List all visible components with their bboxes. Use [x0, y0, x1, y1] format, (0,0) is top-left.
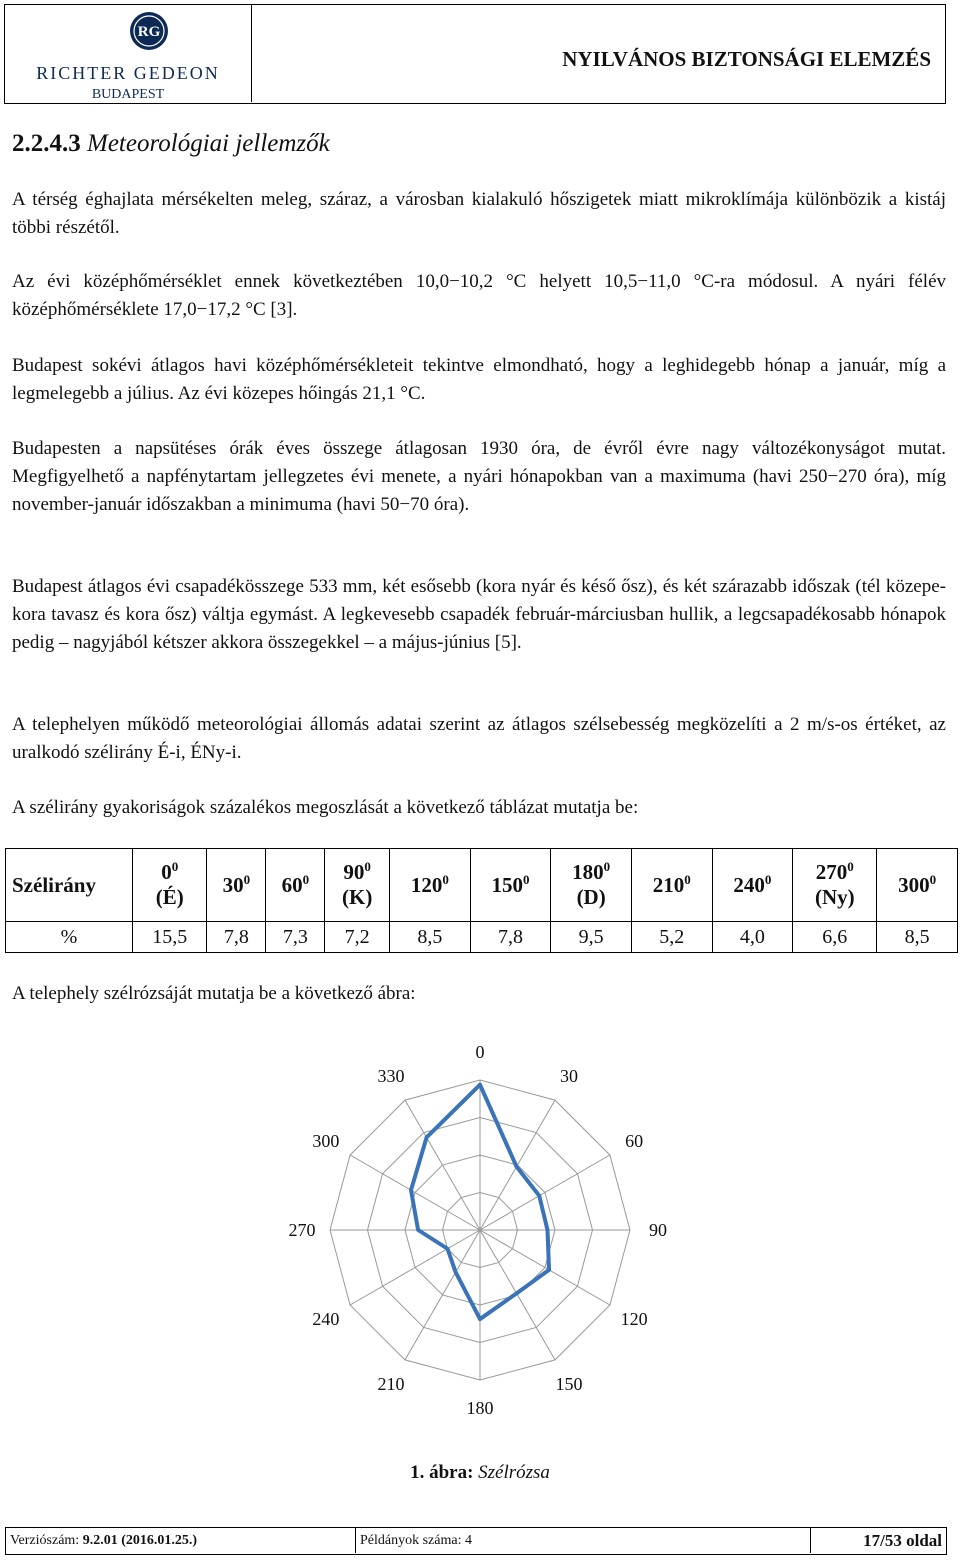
table-header-row: [6, 849, 958, 922]
footer-version-value: 9.2.01 (2016.01.25.): [82, 1533, 198, 1548]
footer-page-number: 17/53 oldal: [863, 1531, 942, 1550]
direction-name: (K): [342, 885, 373, 909]
direction-degree: 210: [652, 872, 685, 897]
degree-superscript: 0: [442, 871, 449, 887]
footer-copies-value: 4: [464, 1533, 472, 1548]
table-value-cell: 7,8: [470, 922, 551, 953]
table-value-cell: 7,8: [207, 922, 266, 953]
direction-degree: 30: [222, 872, 244, 897]
chart-intro: A telephely szélrózsáját mutatja be a következő ábra:: [12, 983, 416, 1004]
axis-label: 0: [475, 1042, 485, 1062]
company-logo-block: [5, 5, 252, 102]
paragraph-monthly: Budapest sokévi átlagos havi középhőmérsékleteit tekintve elmondható, hogy a leghidegebb hónap a január, míg a legmelegebb a július. Az évi közepes hőingás 21,1 °C.: [12, 355, 946, 404]
table-row-label: Szélirány: [6, 849, 133, 922]
degree-superscript: 0: [364, 859, 371, 874]
page-header: [4, 4, 946, 104]
axis-label: 90: [649, 1220, 667, 1240]
paragraph-wind: A telephelyen működő meteorológiai állomás adatai szerint az átlagos szélsebesség megközelíti a 2 m/s-os értéket, az uralkodó szélirány É-i, ÉNy-i.: [12, 714, 946, 763]
direction-degree: 90: [343, 860, 365, 884]
direction-degree: 240: [733, 872, 765, 897]
logo-letters: RG: [137, 24, 161, 40]
data-point: [480, 1084, 481, 1085]
section-title: Meteorológiai jellemzők: [87, 130, 330, 157]
grid-spoke: [350, 1230, 480, 1305]
table-header-cell: [325, 849, 390, 922]
table-header-cell: [390, 849, 471, 922]
data-point: [516, 1166, 517, 1167]
direction-degree: 180: [572, 860, 604, 884]
table-value-cell: 6,6: [793, 922, 877, 953]
data-point: [547, 1230, 548, 1231]
degree-superscript: 0: [523, 871, 530, 887]
degree-superscript: 0: [243, 871, 251, 887]
table-header-cell: [551, 849, 632, 922]
direction-name: (D): [576, 885, 606, 909]
axis-label: 30: [560, 1065, 578, 1086]
section-number: 2.2.4.3: [12, 130, 81, 157]
direction-degree: 120: [410, 872, 443, 897]
table-header-cell: [133, 849, 207, 922]
figure-caption-label: 1. ábra:: [410, 1462, 474, 1483]
direction-name: (Ny): [814, 885, 855, 909]
document-title: NYILVÁNOS BIZTONSÁGI ELEMZÉS: [562, 47, 931, 71]
axis-label: 120: [620, 1309, 648, 1329]
footer-version-label: Verziószám:: [10, 1533, 80, 1548]
table-value-cell: 8,5: [877, 922, 958, 953]
footer-copies: [356, 1528, 811, 1553]
degree-superscript: 0: [684, 871, 691, 887]
data-point: [455, 1272, 456, 1273]
table-value-cell: 4,0: [712, 922, 793, 953]
table-value-label: %: [6, 922, 133, 953]
data-point: [426, 1137, 427, 1138]
figure-caption: [0, 1462, 960, 1484]
section-heading: [12, 130, 330, 158]
direction-name: (É): [155, 885, 184, 909]
table-header-cell: [470, 849, 551, 922]
paragraph-temperature: Az évi középhőmérséklet ennek következtében 10,0−10,2 °C helyett 10,5−11,0 °C-ra módosul. A nyári félév középhőmérséklete 17,0−17,2 °C [3].: [12, 271, 946, 320]
figure-caption-text: Szélrózsa: [478, 1462, 550, 1483]
page-footer: [5, 1527, 947, 1555]
degree-superscript: 0: [171, 859, 179, 874]
table-value-cell: 8,5: [390, 922, 471, 953]
data-point: [539, 1195, 540, 1196]
axis-label: 330: [377, 1065, 405, 1086]
direction-degree: 300: [898, 872, 930, 897]
degree-superscript: 0: [929, 871, 937, 887]
axis-label: 300: [312, 1131, 340, 1151]
degree-superscript: 0: [603, 859, 611, 874]
company-name: RICHTER GEDEON: [36, 63, 220, 83]
footer-copies-label: Példányok száma:: [360, 1533, 462, 1548]
paragraph-table-intro: A szélirány gyakoriságok százalékos megoszlását a következő táblázat mutatja be:: [12, 797, 639, 818]
table-header-cell: [793, 849, 877, 922]
company-city: BUDAPEST: [91, 87, 165, 102]
axis-label: 210: [377, 1374, 405, 1395]
axis-label: 150: [555, 1374, 583, 1395]
axis-label: 270: [288, 1220, 316, 1240]
footer-version: [6, 1528, 356, 1553]
table-value-cell: 7,2: [325, 922, 390, 953]
grid-spoke: [480, 1230, 610, 1305]
axis-label: 180: [466, 1398, 494, 1418]
table-header-cell: [207, 849, 266, 922]
company-logo-icon: [129, 11, 169, 51]
direction-degree: 150: [491, 872, 523, 897]
degree-superscript: 0: [302, 871, 310, 887]
paragraph-climate: A térség éghajlata mérsékelten meleg, száraz, a városban kialakuló hőszigetek miatt mikroklímája különbözik a kistáj többi részétől.: [12, 189, 946, 238]
paragraph-sunshine: Budapesten a napsütéses órák éves összege átlagosan 1930 óra, de évről évre nagy változékonyságot mutat. Megfigyelhető a napfénytartam jellegzetes évi menete, a nyári hónapokban van a maximuma (havi 250−270 óra), míg november-január időszakban a minimuma (havi 50−70 óra).: [12, 438, 946, 515]
degree-superscript: 0: [764, 871, 772, 887]
direction-degree: 270: [815, 860, 848, 884]
wind-direction-table: [5, 848, 958, 953]
table-value-cell: 7,3: [266, 922, 325, 953]
table-value-cell: 9,5: [551, 922, 632, 953]
table-header-cell: [631, 849, 712, 922]
table-value-cell: 5,2: [631, 922, 712, 953]
table-header-cell: [266, 849, 325, 922]
table-value-cell: 15,5: [133, 922, 207, 953]
data-point: [549, 1269, 550, 1270]
axis-label: 240: [312, 1309, 340, 1329]
wind-rose-chart: [0, 1030, 960, 1430]
table-header-cell: [712, 849, 793, 922]
data-point: [418, 1230, 419, 1231]
table-header-cell: [877, 849, 958, 922]
direction-degree: 0: [161, 860, 172, 884]
data-point: [516, 1293, 517, 1294]
direction-degree: 60: [281, 872, 303, 897]
table-value-row: [6, 922, 958, 953]
degree-superscript: 0: [847, 859, 854, 874]
data-point: [480, 1319, 481, 1320]
data-point: [447, 1248, 448, 1249]
paragraph-precipitation: Budapest átlagos évi csapadékösszege 533 mm, két esősebb (kora nyár és késő ősz), és két szárazabb időszak (tél közepe-kora tavasz és kora ősz) váltja egymást. A legkevesebb csapadék február-márciusban hullik, a legcsapadékosabb hónapok pedig – nagyjából kétszer akkora összegekkel – a május-június [5].: [12, 576, 946, 653]
axis-label: 60: [625, 1131, 644, 1151]
data-point: [410, 1190, 411, 1191]
document-title-cell: [252, 5, 945, 102]
